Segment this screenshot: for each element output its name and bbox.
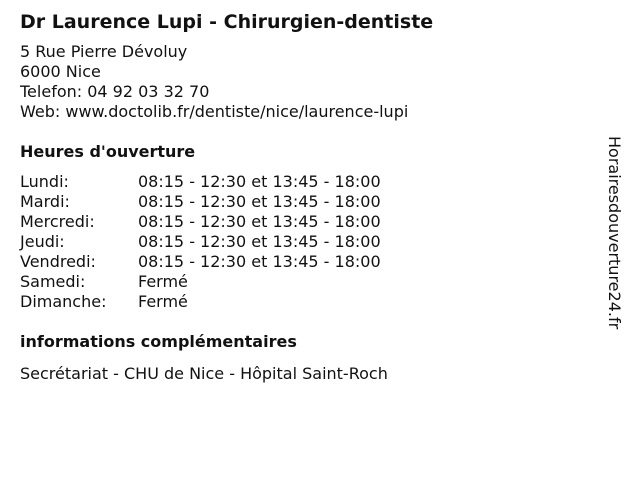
day-label: Mardi:: [20, 192, 70, 211]
day-hours: 08:15 - 12:30 et 13:45 - 18:00: [138, 232, 381, 251]
day-hours: 08:15 - 12:30 et 13:45 - 18:00: [138, 252, 381, 271]
street-address: 5 Rue Pierre Dévoluy: [20, 42, 188, 61]
address-block: [20, 42, 590, 122]
page-title: Dr Laurence Lupi - Chirurgien-dentiste: [20, 11, 434, 33]
day-hours: 08:15 - 12:30 et 13:45 - 18:00: [138, 192, 381, 211]
website-link[interactable]: Web: www.doctolib.fr/dentiste/nice/laurence-lupi: [20, 102, 409, 121]
day-label: Lundi:: [20, 172, 69, 191]
opening-hours-heading: Heures d'ouverture: [20, 142, 196, 161]
day-label: Jeudi:: [20, 232, 65, 251]
day-hours: Fermé: [138, 272, 188, 291]
hours-row-thursday: [20, 232, 590, 252]
day-hours: Fermé: [138, 292, 188, 311]
hours-row-wednesday: [20, 212, 590, 232]
hours-row-friday: [20, 252, 590, 272]
day-label: Vendredi:: [20, 252, 96, 271]
opening-hours-table: [20, 172, 590, 312]
phone-number[interactable]: Telefon: 04 92 03 32 70: [20, 82, 210, 101]
hours-row-monday: [20, 172, 590, 192]
site-watermark: Horairesdouverture24.fr: [605, 136, 624, 330]
hours-row-saturday: [20, 272, 590, 292]
day-hours: 08:15 - 12:30 et 13:45 - 18:00: [138, 212, 381, 231]
day-hours: 08:15 - 12:30 et 13:45 - 18:00: [138, 172, 381, 191]
day-label: Dimanche:: [20, 292, 107, 311]
additional-info-text: Secrétariat - CHU de Nice - Hôpital Saint-Roch: [20, 364, 388, 383]
day-label: Samedi:: [20, 272, 86, 291]
additional-info-heading: informations complémentaires: [20, 332, 297, 351]
business-card: [20, 8, 590, 384]
hours-row-tuesday: [20, 192, 590, 212]
hours-row-sunday: [20, 292, 590, 312]
city-postcode: 6000 Nice: [20, 62, 101, 81]
day-label: Mercredi:: [20, 212, 95, 231]
